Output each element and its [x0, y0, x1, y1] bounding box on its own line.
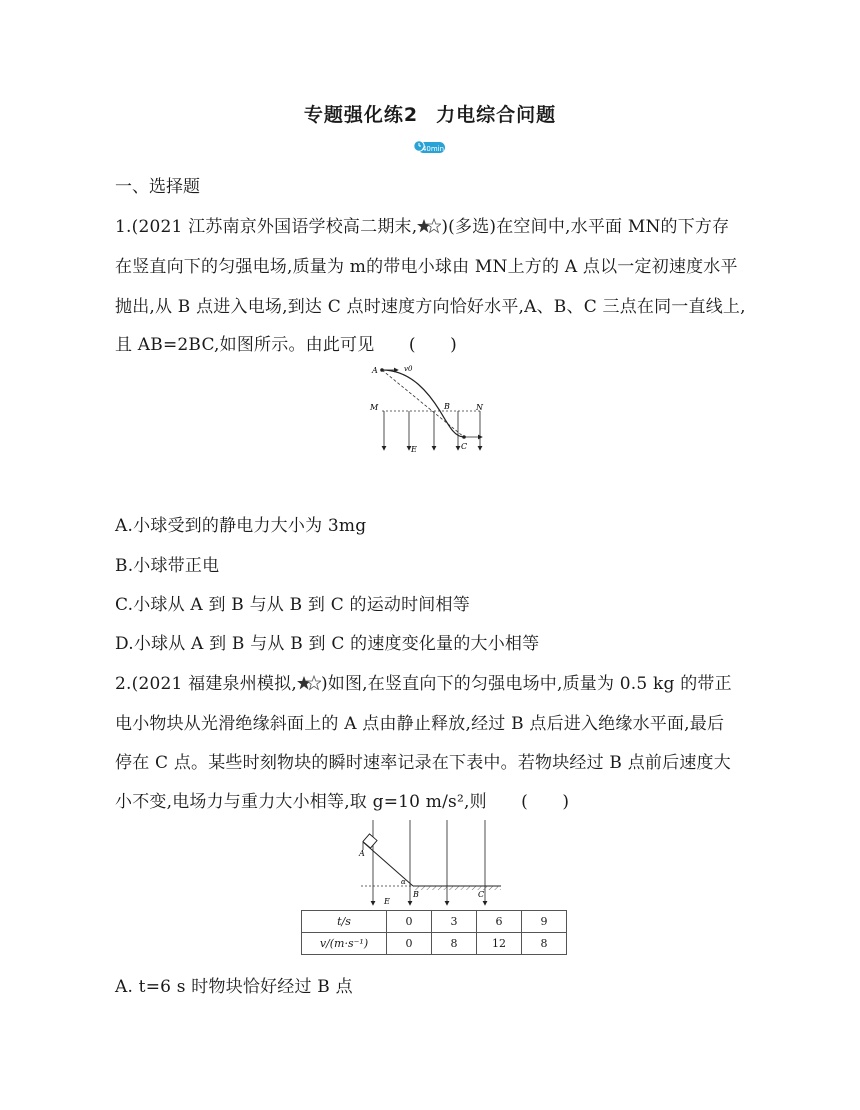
- section-heading: 一、选择题: [115, 177, 200, 197]
- q1-line-1: 1.(2021 江苏南京外国语学校高二期末, )(多选)在空间中,水平面 MN的下方存: [115, 217, 730, 237]
- q2-line-3: 停在 C 点。某些时刻物块的瞬时速率记录在下表中。若物块经过 B 点前后速度大: [115, 753, 731, 773]
- title-sub: 力电综合问题: [436, 104, 557, 126]
- label-a: A: [372, 366, 378, 375]
- block: [363, 834, 377, 848]
- title-main: 专题强化练2: [303, 104, 419, 126]
- q1-line-3: 抛出,从 B 点进入电场,到达 C 点时速度方向恰好水平,A、B、C 三点在同一直线上,: [115, 297, 746, 317]
- label-b: B: [444, 402, 450, 411]
- table-cell: 12: [477, 933, 522, 955]
- q2-option-a: A. t=6 s 时物块恰好经过 B 点: [115, 977, 353, 997]
- table-cell: 8: [522, 933, 567, 955]
- q1-option-c: C.小球从 A 到 B 与从 B 到 C 的运动时间相等: [115, 595, 470, 615]
- clock-icon: [412, 140, 446, 154]
- table-cell: 8: [432, 933, 477, 955]
- abc-line: [382, 370, 464, 437]
- table-header-cell: v/(m·s⁻¹): [302, 933, 387, 955]
- difficulty-stars-icon: [417, 218, 441, 234]
- point-c: [462, 435, 466, 439]
- table-cell: 3: [432, 911, 477, 933]
- q1-figure: [360, 360, 500, 456]
- q1-option-a: A.小球受到的静电力大小为 3mg: [115, 516, 367, 536]
- q2-line-2: 电小物块从光滑绝缘斜面上的 A 点由静止释放,经过 B 点后进入绝缘水平面,最后: [115, 714, 725, 734]
- table-row: [302, 911, 567, 933]
- page-title: [0, 100, 860, 127]
- table-row: [302, 933, 567, 955]
- q2-figure: [355, 820, 505, 910]
- velocity-table: [301, 910, 567, 955]
- table-cell: 6: [477, 911, 522, 933]
- label-n: N: [476, 403, 483, 412]
- q1-line-2: 在竖直向下的匀强电场,质量为 m的带电小球由 MN上方的 A 点以一定初速度水平: [115, 257, 738, 277]
- q1-option-d: D.小球从 A 到 B 与从 B 到 C 的速度变化量的大小相等: [115, 634, 540, 654]
- timer-label: 40min: [421, 145, 445, 153]
- label-e: E: [411, 445, 417, 454]
- table-cell: 9: [522, 911, 567, 933]
- label-e: E: [384, 897, 390, 906]
- label-m: M: [370, 403, 379, 412]
- table-cell: 0: [387, 933, 432, 955]
- label-c: C: [461, 442, 468, 451]
- label-c: C: [478, 890, 485, 899]
- q2-line-4: 小不变,电场力与重力大小相等,取 g=10 m/s²,则 ( ): [115, 792, 570, 812]
- table-cell: 0: [387, 911, 432, 933]
- label-v0: v0: [404, 365, 413, 373]
- point-a: [380, 368, 384, 372]
- q1-option-b: B.小球带正电: [115, 556, 220, 576]
- label-b: B: [413, 890, 419, 899]
- label-a: A: [359, 849, 365, 858]
- table-header-cell: t/s: [302, 911, 387, 933]
- label-alpha: α: [401, 878, 406, 886]
- q1-line-4: 且 AB=2BC,如图所示。由此可见 ( ): [115, 335, 457, 355]
- q2-line-1: 2.(2021 福建泉州模拟, )如图,在竖直向下的匀强电场中,质量为 0.5 kg 的带正: [115, 674, 732, 694]
- difficulty-stars-icon: [297, 675, 321, 691]
